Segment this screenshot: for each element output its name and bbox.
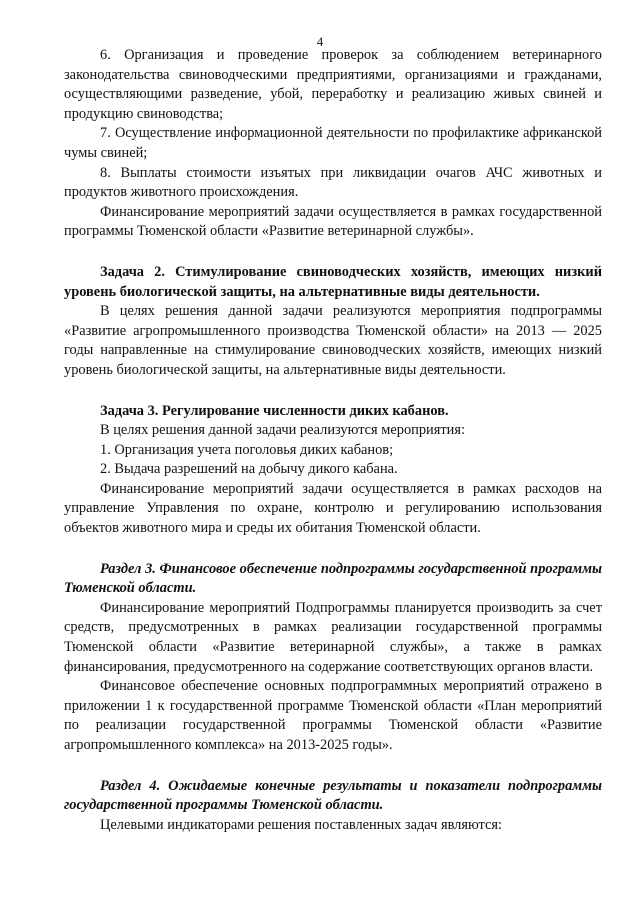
task-2-heading: Задача 2. Стимулирование свиноводческих хозяйств, имеющих низкий уровень биологической защиты, на альтернативные виды деятельности. bbox=[64, 263, 602, 300]
paragraph-item-8: 8. Выплаты стоимости изъятых при ликвидации очагов АЧС животных и продуктов животного происхождения. bbox=[64, 164, 602, 201]
section-3-heading: Раздел 3. Финансовое обеспечение подпрограммы государственной программы Тюменской области. bbox=[64, 560, 602, 597]
paragraph-section-3-1: Финансирование мероприятий Подпрограммы планируется производить за счет средств, предусмотренных в рамках реализации государственной программы Тюменской области «Развитие ветеринарной службы», а также в рамках финансирования, предусмотренного на содержание соответствующих органов власти. bbox=[64, 599, 602, 675]
paragraph-task-3-item-1: 1. Организация учета поголовья диких кабанов; bbox=[100, 441, 394, 458]
paragraph-section-3-2: Финансовое обеспечение основных подпрограммных мероприятий отражено в приложении 1 к государственной программе Тюменской области «План мероприятий по реализации государственной программы Тюменской области «Развитие агропромышленного комплекса» на 2013-2025 годы». bbox=[64, 678, 602, 753]
paragraph-item-6: 6. Организация и проведение проверок за соблюдением ветеринарного законодательства свиноводческими предприятиями, организациями и гражданами, осуществляющими разведение, убой, переработку и реализацию живых свиней и продукцию свиноводства; bbox=[64, 47, 602, 122]
paragraph-task-3-intro: В целях решения данной задачи реализуются мероприятия: bbox=[100, 422, 465, 439]
paragraph-financing-3: Финансирование мероприятий задачи осуществляется в рамках расходов на управление Управления по охране, контролю и регулированию использования объектов животного мира и среды их обитания Тюменской области. bbox=[64, 480, 602, 537]
paragraph-task-2: В целях решения данной задачи реализуются мероприятия подпрограммы «Развитие агропромышленного производства Тюменской области» на 2013 — 2025 годы направленные на стимулирование свиноводческих хозяйств, имеющих низкий уровень биологической защиты, на альтернативные виды деятельности. bbox=[64, 303, 602, 378]
spacer bbox=[64, 539, 602, 560]
paragraph-financing-1: Финансирование мероприятий задачи осуществляется в рамках государственной программы Тюменской области «Развитие ветеринарной службы». bbox=[64, 203, 602, 240]
document-body bbox=[64, 46, 602, 835]
paragraph-task-3-item-2: 2. Выдача разрешений на добычу дикого кабана. bbox=[100, 461, 398, 478]
page-number: 4 bbox=[316, 34, 324, 49]
paragraph-section-4-1: Целевыми индикаторами решения поставленных задач являются: bbox=[100, 816, 503, 833]
spacer bbox=[64, 381, 602, 402]
paragraph-item-7: 7. Осуществление информационной деятельности по профилактике африканской чумы свиней; bbox=[64, 125, 602, 161]
spacer bbox=[64, 242, 602, 263]
spacer bbox=[64, 756, 602, 777]
section-4-heading: Раздел 4. Ожидаемые конечные результаты и показатели подпрограммы государственной программы Тюменской области. bbox=[64, 777, 602, 814]
task-3-heading: Задача 3. Регулирование численности диких кабанов. bbox=[100, 402, 449, 419]
